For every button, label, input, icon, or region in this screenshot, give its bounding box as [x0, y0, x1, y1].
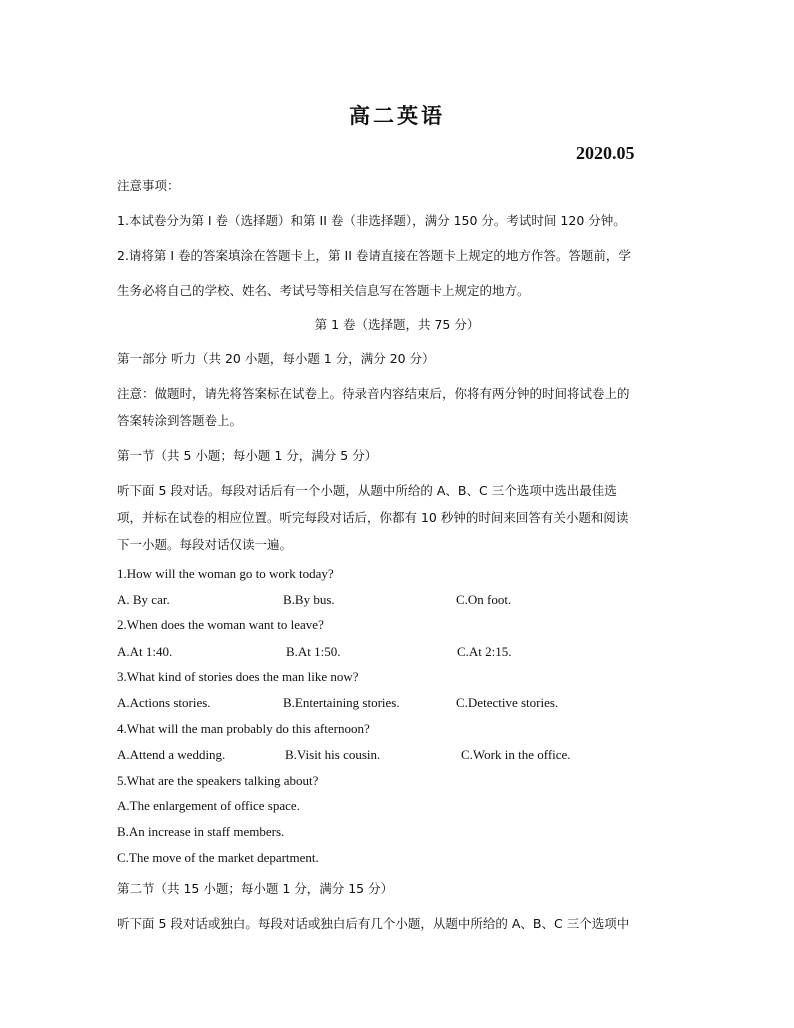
attention-line-1: 注意：做题时，请先将答案标在试卷上。待录音内容结束后，你将有两分钟的时间将试卷上的 — [117, 386, 630, 401]
section-2-intro: 听下面 5 段对话或独白。每段对话或独白后有几个小题，从题中所给的 A、B、C 三个选项中 — [117, 916, 630, 931]
question-3: 3.What kind of stories does the man like now? — [117, 669, 359, 684]
exam-title: 高二英语 — [349, 104, 445, 128]
question-5-option-a: A.The enlargement of office space. — [117, 798, 300, 813]
question-5: 5.What are the speakers talking about? — [117, 773, 319, 788]
question-4: 4.What will the man probably do this afternoon? — [117, 721, 370, 736]
question-1: 1.How will the woman go to work today? — [117, 566, 334, 581]
question-1-option-b: B.By bus. — [283, 592, 335, 607]
part-1-heading: 第一部分 听力（共 20 小题，每小题 1 分，满分 20 分） — [117, 351, 435, 366]
question-5-option-b: B.An increase in staff members. — [117, 824, 285, 839]
section-1-intro-line-3: 下一小题。每段对话仅读一遍。 — [117, 537, 293, 552]
question-4-option-b: B.Visit his cousin. — [285, 747, 381, 762]
section-2-heading: 第二节（共 15 小题；每小题 1 分，满分 15 分） — [117, 881, 394, 896]
attention-line-2: 答案转涂到答题卷上。 — [117, 413, 243, 428]
question-4-option-c: C.Work in the office. — [461, 747, 571, 762]
volume-heading: 第 1 卷（选择题，共 75 分） — [314, 317, 480, 332]
question-1-option-a: A. By car. — [117, 592, 170, 607]
question-5-option-c: C.The move of the market department. — [117, 850, 319, 865]
section-1-intro-line-2: 项，并标在试卷的相应位置。听完每段对话后，你都有 10 秒钟的时间来回答有关小题和阅读 — [117, 510, 629, 525]
notice-item-1: 1.本试卷分为第 I 卷（选择题）和第 II 卷（非选择题），满分 150 分。考试时间 120 分钟。 — [117, 213, 626, 228]
question-4-option-a: A.Attend a wedding. — [117, 747, 226, 762]
notice-item-2-line-2: 生务必将自己的学校、姓名、考试号等相关信息写在答题卡上规定的地方。 — [117, 283, 530, 298]
section-1-heading: 第一节（共 5 小题；每小题 1 分，满分 5 分） — [117, 448, 378, 463]
question-3-option-b: B.Entertaining stories. — [283, 695, 400, 710]
notice-heading: 注意事项： — [117, 178, 180, 193]
question-2-option-b: B.At 1:50. — [286, 644, 341, 659]
question-3-option-c: C.Detective stories. — [456, 695, 559, 710]
question-2-option-c: C.At 2:15. — [457, 644, 512, 659]
question-3-option-a: A.Actions stories. — [117, 695, 211, 710]
question-2-option-a: A.At 1:40. — [117, 644, 173, 659]
section-1-intro-line-1: 听下面 5 段对话。每段对话后有一个小题，从题中所给的 A、B、C 三个选项中选出最佳选 — [117, 483, 617, 498]
exam-date: 2020.05 — [576, 143, 635, 163]
notice-item-2-line-1: 2.请将第 I 卷的答案填涂在答题卡上，第 II 卷请直接在答题卡上规定的地方作答。答题前，学 — [117, 248, 631, 263]
question-2: 2.When does the woman want to leave? — [117, 617, 324, 632]
question-1-option-c: C.On foot. — [456, 592, 512, 607]
